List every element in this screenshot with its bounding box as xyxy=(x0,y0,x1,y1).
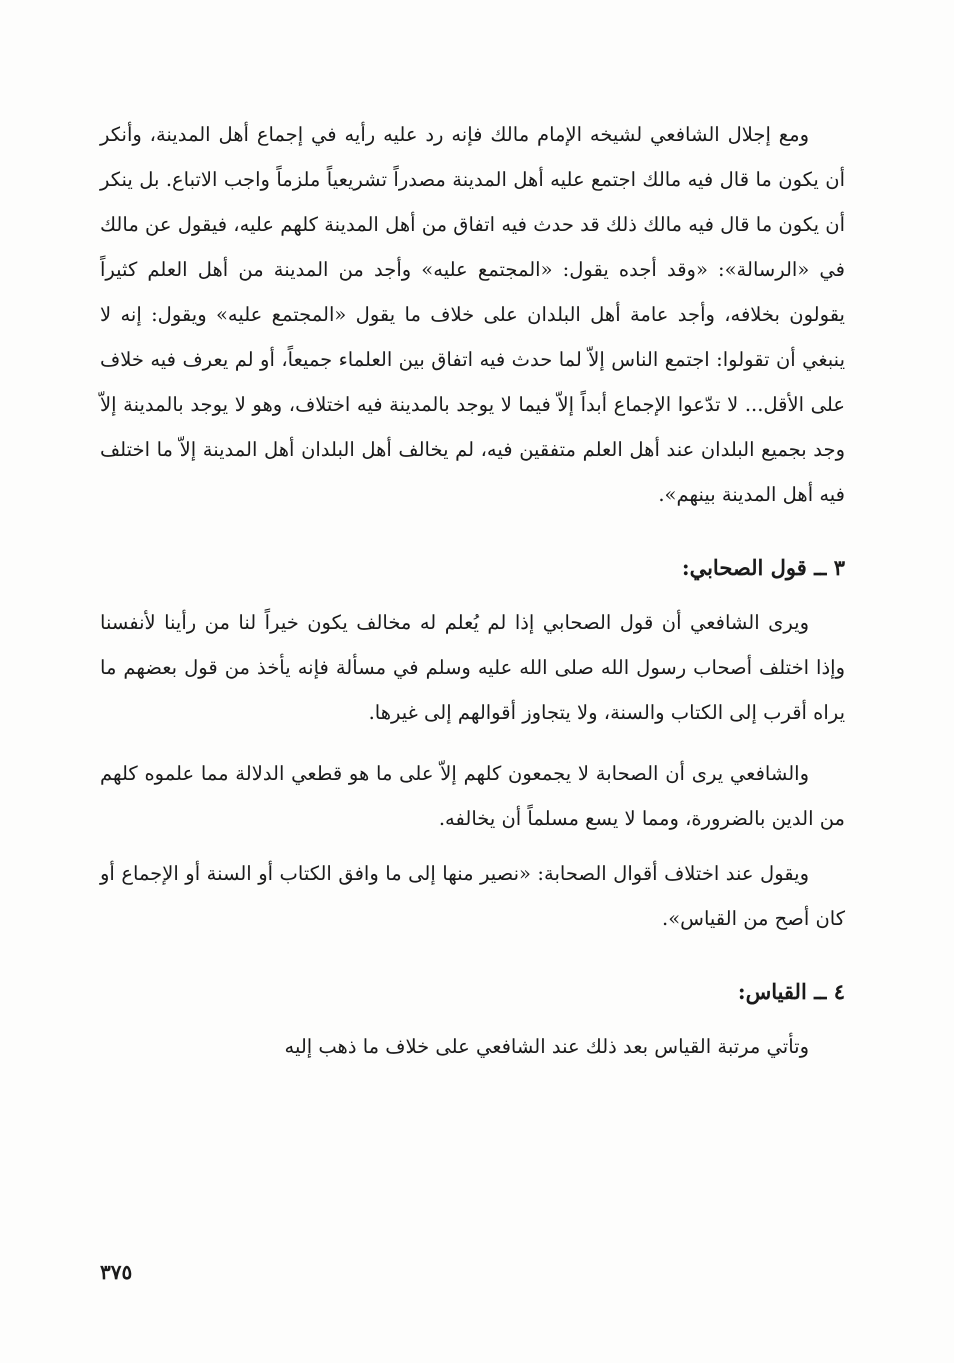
page-number: ٣٧٥ xyxy=(100,1260,133,1284)
paragraph-malik-consensus: ومع إجلال الشافعي لشيخه الإمام مالك فإنه رد عليه رأيه في إجماع أهل المدينة، وأنكر أن يكون ما قال فيه مالك اجتمع عليه أهل المدينة مصدراً تشريعياً ملزماً واجب الاتباع. بل ينكر أن يكون ما قال فيه مالك ذلك قد حدث فيه اتفاق من أهل المدينة كلهم عليه، فيقول عن مالك في «الرسالة»: «وقد أجده يقول: «المجتمع عليه» وأجد من المدينة من أهل العلم كثيراً يقولون بخلافه، وأجد عامة أهل البلدان على خلاف ما يقول «المجتمع عليه» ويقول: إنه لا ينبغي أن تقولوا: اجتمع الناس إلاّ لما حدث فيه اتفاق بين العلماء جميعاً، أو لم يعرف فيه خلاف على الأقل... لا تدّعوا الإجماع أبداً إلاّ فيما لا يوجد بالمدينة فيه اختلاف، وهو لا يوجد بالمدينة إلاّ وجد بجميع البلدان عند أهل العلم متفقين فيه، لم يخالف أهل البلدان أهل المدينة إلاّ ما اختلف فيه أهل المدينة بينهم». xyxy=(100,123,845,506)
paragraph-analogy-rank: وتأتي مرتبة القياس بعد ذلك عند الشافعي على خلاف ما ذهب إليه xyxy=(284,1035,809,1058)
heading-analogy: ٤ ــ القياس: xyxy=(737,979,845,1004)
paragraph-companions-disagreement: ويقول عند اختلاف أقوال الصحابة: «نصير منها إلى ما وافق الكتاب أو السنة أو الإجماع أو كان أصح من القياس». xyxy=(100,862,845,930)
heading-companion-saying: ٣ ــ قول الصحابي: xyxy=(681,555,845,580)
page-content xyxy=(100,112,845,1069)
paragraph-companions-consensus: والشافعي يرى أن الصحابة لا يجمعون كلهم إلاّ على ما هو قطعي الدلالة مما علموه كلهم من الدين بالضرورة، ومما لا يسع مسلماً أن يخالفه. xyxy=(100,762,845,830)
paragraph-companion-opinion: ويرى الشافعي أن قول الصحابي إذا لم يُعلم له مخالف يكون خيراً لنا من رأينا لأنفسنا وإذا اختلف أصحاب رسول الله صلى الله عليه وسلم في مسألة فإنه يأخذ من قول بعضهم ما يراه أقرب إلى الكتاب والسنة، ولا يتجاوز أقوالهم إلى غيرها. xyxy=(100,611,845,724)
